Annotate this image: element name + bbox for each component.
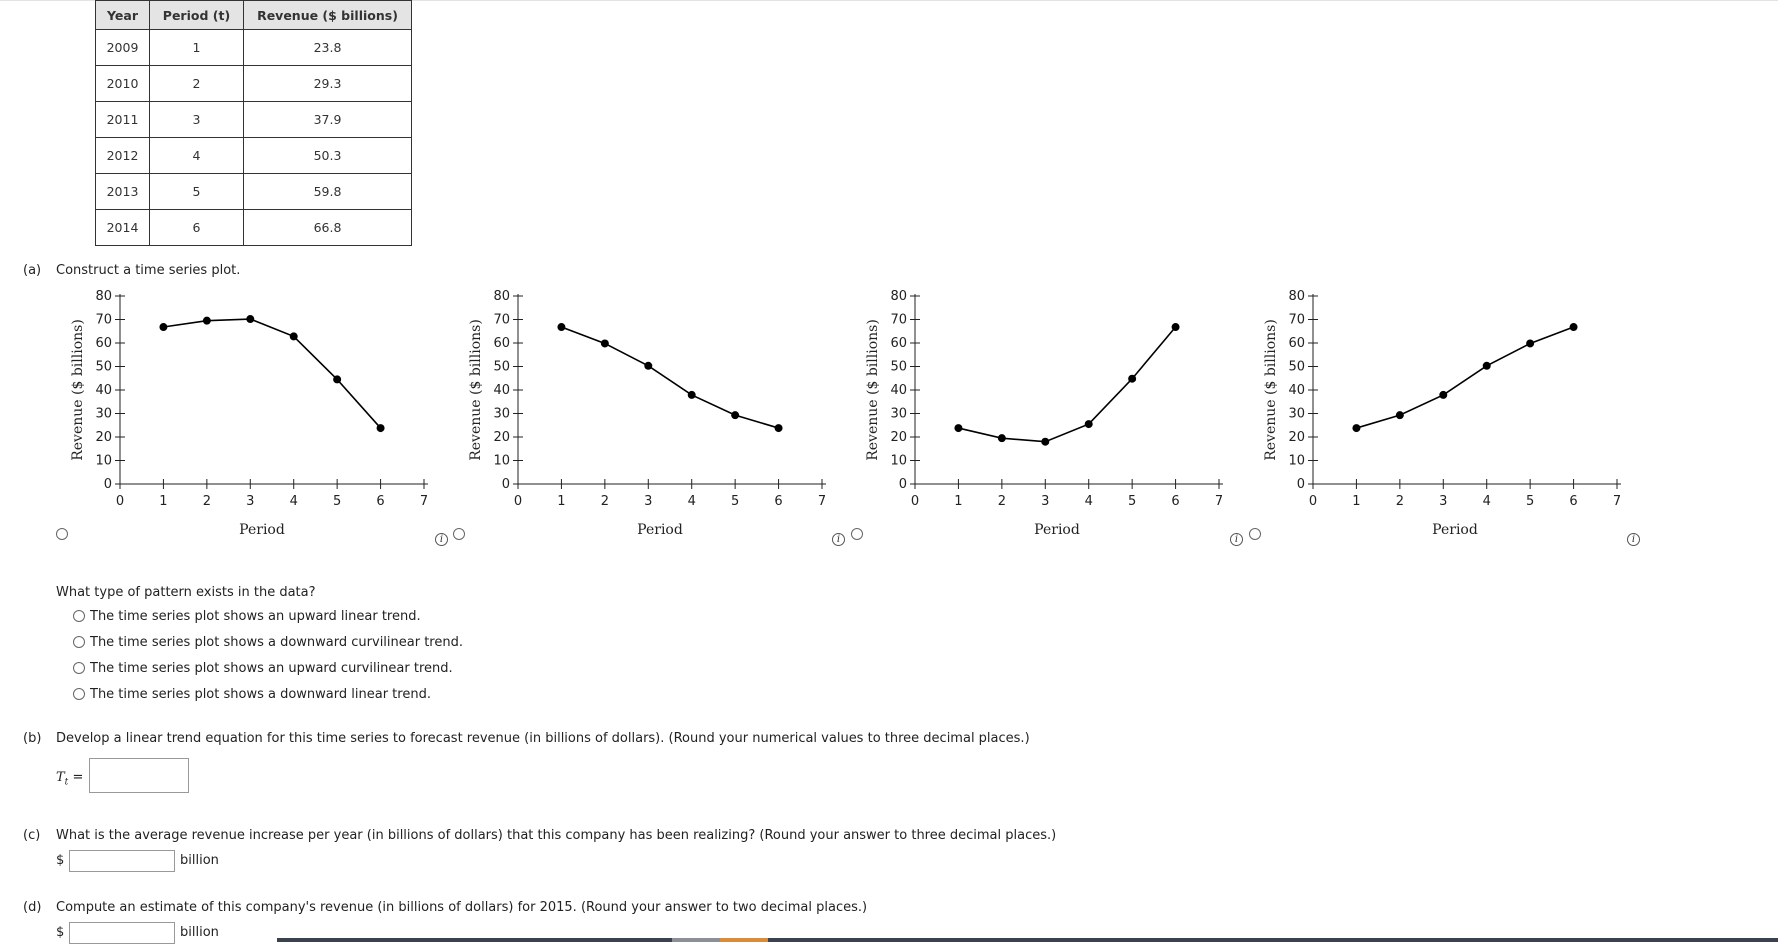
y-axis-title: Revenue ($ billions) [865,319,881,461]
table-cell-year: 2010 [96,66,150,102]
table-cell-period: 4 [150,138,244,174]
column-header-year: Year [96,1,150,30]
table-cell-year: 2011 [96,102,150,138]
y-tick-label: 0 [1296,477,1305,492]
data-point [557,323,565,331]
table-row [96,66,412,102]
part-b-question [23,731,1030,746]
table-cell-revenue: 59.8 [244,174,412,210]
part-b-prompt: Develop a linear trend equation for this time series to forecast revenue (in billions of dollars). (Round your numerical values to three decimal places.) [56,731,1030,746]
x-tick-label: 4 [1084,494,1093,509]
y-tick-label: 20 [493,430,510,445]
x-tick-label: 4 [687,494,696,509]
table-row [96,30,412,66]
x-tick-label: 7 [1214,494,1224,509]
part-d-question [23,900,867,915]
data-point [333,375,341,383]
revenue-estimate-input[interactable] [69,922,175,944]
y-tick-label: 80 [95,289,112,304]
table-cell-year: 2012 [96,138,150,174]
x-tick-label: 1 [1352,494,1361,509]
plot-option-3-radio[interactable] [851,528,863,540]
trend-equation-label [56,770,83,788]
y-tick-label: 70 [890,312,907,328]
data-point [290,332,298,340]
data-point [1128,375,1136,383]
y-tick-label: 70 [493,312,510,328]
x-tick-label: 2 [1395,494,1404,509]
y-tick-label: 10 [890,453,907,469]
y-tick-label: 0 [103,477,112,492]
bottom-toolbar-segment [672,938,720,942]
time-series-plot [60,285,480,570]
data-point [246,315,254,323]
x-tick-label: 7 [817,494,827,509]
y-tick-label: 80 [890,289,907,304]
y-tick-label: 70 [95,312,112,328]
y-tick-label: 30 [95,406,112,422]
table-row [96,138,412,174]
pattern-option-label: The time series plot shows an upward curvilinear trend. [90,661,453,676]
x-tick-label: 2 [600,494,609,509]
pattern-option-label: The time series plot shows an upward linear trend. [90,609,421,624]
column-header-revenue: Revenue ($ billions) [244,1,412,30]
series-line [163,319,380,428]
y-tick-label: 40 [890,383,907,398]
x-tick-label: 1 [159,494,168,509]
y-tick-label: 40 [95,383,112,398]
table-cell-revenue: 50.3 [244,138,412,174]
table-cell-revenue: 37.9 [244,102,412,138]
part-a-label: (a) [23,263,42,278]
y-tick-label: 60 [95,336,112,351]
table-row [96,210,412,246]
data-point [998,434,1006,442]
y-tick-label: 0 [501,477,510,492]
data-point [601,339,609,347]
pattern-option-label: The time series plot shows a downward linear trend. [90,687,431,702]
table-cell-period: 6 [150,210,244,246]
x-tick-label: 0 [115,494,125,509]
plot-option-4-radio[interactable] [1249,528,1261,540]
part-c-label: (c) [23,828,41,843]
x-tick-label: 1 [557,494,566,509]
plot-option-2-radio[interactable] [453,528,465,540]
y-tick-label: 50 [95,359,112,375]
x-tick-label: 2 [202,494,211,509]
y-tick-label: 30 [890,406,907,422]
unit-label: billion [180,925,219,940]
part-c-question [23,828,1056,843]
time-series-plot [458,285,878,570]
data-point [1483,362,1491,370]
plot-option-4 [1253,285,1673,570]
y-tick-label: 60 [1288,336,1305,351]
table-header-row [96,1,412,30]
table-cell-revenue: 29.3 [244,66,412,102]
pattern-option[interactable] [73,661,453,676]
trend-variable-subscript: t [64,777,69,788]
unit-label: billion [180,853,219,868]
y-tick-label: 20 [1288,430,1305,445]
part-a-prompt: Construct a time series plot. [56,263,241,278]
x-tick-label: 5 [1526,494,1535,509]
data-point [159,323,167,331]
column-header-period: Period (t) [150,1,244,30]
dollar-sign: $ [56,853,65,868]
data-point [1439,391,1447,399]
y-tick-label: 20 [95,430,112,445]
pattern-option[interactable] [73,635,463,650]
table-cell-year: 2009 [96,30,150,66]
equals-sign: = [72,770,84,785]
plot-option-1 [60,285,480,570]
y-tick-label: 10 [95,453,112,469]
table-row [96,102,412,138]
data-point [1352,424,1360,432]
data-point [688,391,696,399]
pattern-option[interactable] [73,609,421,624]
pattern-option-radio[interactable] [73,636,85,648]
x-tick-label: 3 [1041,494,1050,509]
y-tick-label: 50 [890,359,907,375]
plot-option-1-radio[interactable] [56,528,68,540]
part-a-question [23,263,240,278]
time-series-plot [1253,285,1673,570]
x-tick-label: 2 [997,494,1006,509]
pattern-option-radio[interactable] [73,688,85,700]
data-point [1041,438,1049,446]
info-icon[interactable]: i [832,533,845,546]
table-cell-year: 2013 [96,174,150,210]
x-axis-title: Period [239,522,285,538]
avg-increase-input[interactable] [69,850,175,872]
trend-equation-input[interactable] [89,758,189,793]
x-tick-label: 5 [731,494,740,509]
x-tick-label: 7 [419,494,429,509]
x-tick-label: 3 [246,494,255,509]
y-tick-label: 30 [1288,406,1305,422]
y-tick-label: 80 [1288,289,1305,304]
table-cell-revenue: 23.8 [244,30,412,66]
data-point [1526,339,1534,347]
table-row [96,174,412,210]
data-point [954,424,962,432]
part-c-prompt: What is the average revenue increase per year (in billions of dollars) that this company has been realizing? (Round your answer to three decimal places.) [56,828,1057,843]
pattern-option-radio[interactable] [73,662,85,674]
y-axis-title: Revenue ($ billions) [70,319,86,461]
pattern-option-label: The time series plot shows a downward curvilinear trend. [90,635,463,650]
x-axis-title: Period [1432,522,1478,538]
table-cell-period: 5 [150,174,244,210]
part-d-label: (d) [23,900,42,915]
info-icon[interactable]: i [1627,533,1640,546]
y-tick-label: 80 [493,289,510,304]
x-tick-label: 0 [910,494,920,509]
table-cell-period: 3 [150,102,244,138]
x-tick-label: 7 [1612,494,1622,509]
y-axis-title: Revenue ($ billions) [1263,319,1279,461]
series-line [958,327,1175,442]
data-point [1396,411,1404,419]
part-b-label: (b) [23,731,42,746]
x-tick-label: 4 [1482,494,1491,509]
part-d-prompt: Compute an estimate of this company's revenue (in billions of dollars) for 2015. (Round your answer to two decimal places.) [56,900,868,915]
y-tick-label: 60 [493,336,510,351]
y-tick-label: 0 [898,477,907,492]
data-point [644,362,652,370]
x-tick-label: 4 [289,494,298,509]
y-tick-label: 60 [890,336,907,351]
x-tick-label: 1 [954,494,963,509]
y-tick-label: 50 [493,359,510,375]
data-point [1172,323,1180,331]
trend-variable: T [56,770,65,785]
info-icon[interactable]: i [435,533,448,546]
data-point [775,424,783,432]
table-cell-revenue: 66.8 [244,210,412,246]
data-point [1570,323,1578,331]
x-tick-label: 6 [1569,494,1578,509]
y-tick-label: 10 [493,453,510,469]
x-tick-label: 6 [774,494,783,509]
bottom-toolbar [277,938,1778,942]
y-tick-label: 40 [493,383,510,398]
pattern-option-radio[interactable] [73,610,85,622]
y-tick-label: 50 [1288,359,1305,375]
x-tick-label: 0 [1308,494,1318,509]
x-tick-label: 0 [513,494,523,509]
series-line [1356,327,1573,428]
table-cell-year: 2014 [96,210,150,246]
x-axis-title: Period [1034,522,1080,538]
series-line [561,327,778,428]
time-series-plot [855,285,1275,570]
pattern-question: What type of pattern exists in the data? [56,585,316,600]
x-tick-label: 3 [1439,494,1448,509]
y-tick-label: 40 [1288,383,1305,398]
y-tick-label: 20 [890,430,907,445]
data-point [731,411,739,419]
y-tick-label: 70 [1288,312,1305,328]
plot-option-3 [855,285,1275,570]
table-cell-period: 2 [150,66,244,102]
data-table [95,0,412,246]
x-tick-label: 5 [1128,494,1137,509]
x-tick-label: 5 [333,494,342,509]
table-cell-period: 1 [150,30,244,66]
dollar-sign: $ [56,925,65,940]
x-tick-label: 6 [376,494,385,509]
y-tick-label: 10 [1288,453,1305,469]
data-point [377,424,385,432]
y-axis-title: Revenue ($ billions) [468,319,484,461]
y-tick-label: 30 [493,406,510,422]
plot-option-2 [458,285,878,570]
x-tick-label: 6 [1171,494,1180,509]
info-icon[interactable]: i [1230,533,1243,546]
x-axis-title: Period [637,522,683,538]
data-point [1085,420,1093,428]
pattern-option[interactable] [73,687,431,702]
data-point [203,317,211,325]
bottom-toolbar-segment [720,938,768,942]
x-tick-label: 3 [644,494,653,509]
